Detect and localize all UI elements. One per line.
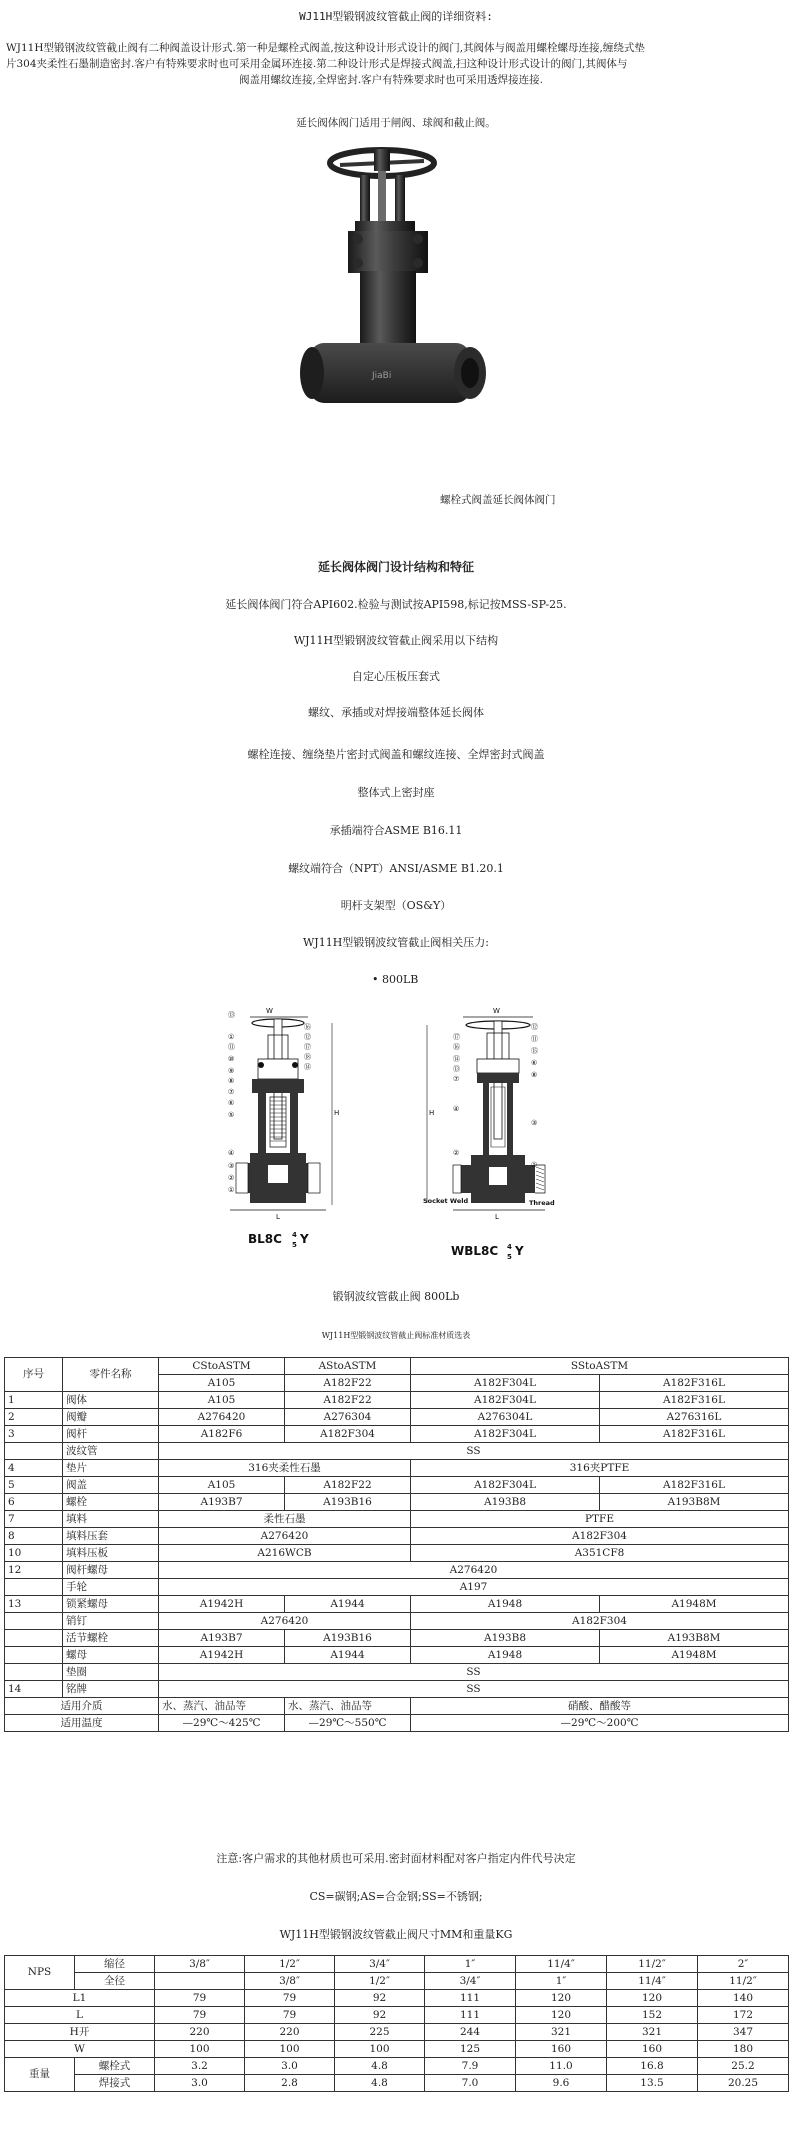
table-cell: A276304L (411, 1409, 600, 1426)
table-row (5, 2075, 789, 2092)
table-cell: A182F316L (600, 1426, 789, 1443)
table-cell: A1944 (285, 1596, 411, 1613)
table-cell: 100 (335, 2041, 425, 2058)
extension-note: 延长阀体阀门适用于闸阀、球阀和截止阀。 (296, 117, 496, 129)
table-cell: 11.0 (516, 2058, 607, 2075)
table-cell: 152 (607, 2007, 698, 2024)
table-row (5, 1409, 789, 1426)
table-cell: 7.9 (425, 2058, 516, 2075)
table-cell: A193B7 (159, 1494, 285, 1511)
table-cell: 螺母 (63, 1647, 159, 1664)
table-cell: 120 (516, 1990, 607, 2007)
table-row (5, 1613, 789, 1630)
frac-bottom: 5 (292, 1241, 297, 1249)
table-row (5, 1426, 789, 1443)
table-row (5, 1990, 789, 2007)
table2-title: WJ11H型锻钢波纹管截止阀尺寸MM和重量KG (279, 1928, 513, 1941)
table-cell: A1948 (411, 1647, 600, 1664)
feature-line: 螺栓连接、缠绕垫片密封式阀盖和螺纹连接、全焊密封式阀盖 (247, 748, 545, 761)
feature-line: 螺纹、承插或对焊接端整体延长阀体 (308, 706, 484, 719)
table-cell: 填料压套 (63, 1528, 159, 1545)
table-header: W (5, 2041, 155, 2058)
table-row (5, 2024, 789, 2041)
table-cell: A276420 (159, 1409, 285, 1426)
table-row (5, 1528, 789, 1545)
callout: ⑨ (228, 1067, 235, 1075)
callout: ⑰ (304, 1043, 311, 1051)
table-cell: 3.0 (245, 2058, 335, 2075)
table-row (5, 1647, 789, 1664)
table-cell: A182F316L (600, 1375, 789, 1392)
table1-title: WJ11H型锻钢波纹管截止阀标准材质选表 (321, 1331, 471, 1340)
table-cell: A276420 (159, 1528, 411, 1545)
table-cell: A216WCB (159, 1545, 411, 1562)
table-cell: 321 (607, 2024, 698, 2041)
header-title: WJ11H型锻钢波纹管截止阀的详细资料: (299, 10, 493, 23)
feature-line: 整体式上密封座 (357, 786, 435, 799)
table-header: 重量 (5, 2058, 75, 2092)
table-cell: 8 (5, 1528, 63, 1545)
table-cell: —29℃～550℃ (285, 1715, 411, 1732)
table-cell: 14 (5, 1681, 63, 1698)
table-cell: 347 (698, 2024, 789, 2041)
table-header: CStoASTM (159, 1358, 285, 1375)
callout: ④ (453, 1105, 460, 1113)
table-cell: 160 (607, 2041, 698, 2058)
table-row (5, 1477, 789, 1494)
table-cell: A182F316L (600, 1392, 789, 1409)
table-cell: 16.8 (607, 2058, 698, 2075)
table-cell: A182F304L (411, 1392, 600, 1409)
callout: ⑬ (228, 1011, 235, 1019)
table-cell: 螺栓 (63, 1494, 159, 1511)
table-cell: 1/2″ (335, 1973, 425, 1990)
table-cell: 220 (155, 2024, 245, 2041)
callout: ① (228, 1033, 235, 1041)
table-cell: 11/2″ (698, 1973, 789, 1990)
drawing-caption: 锻钢波纹管截止阀 800Lb (332, 1290, 460, 1303)
table-cell: 5 (5, 1477, 63, 1494)
table-cell: A193B8 (411, 1494, 600, 1511)
callout: ③ (228, 1162, 235, 1170)
table-cell: 填料压板 (63, 1545, 159, 1562)
table-cell: 1″ (516, 1973, 607, 1990)
feature-line: 自定心压板压套式 (352, 670, 440, 683)
model-label: WBL8C (451, 1244, 499, 1258)
table-cell: A182F22 (285, 1477, 411, 1494)
table-cell: A105 (159, 1477, 285, 1494)
table-cell: 适用介质 (5, 1698, 159, 1715)
section-title: 延长阀体阀门设计结构和特征 (317, 560, 474, 574)
table-row (5, 1715, 789, 1732)
table-row (5, 1392, 789, 1409)
table-cell: 填料 (63, 1511, 159, 1528)
table-cell: 2 (5, 1409, 63, 1426)
table-cell (5, 1579, 63, 1596)
table-header: 缩径 (75, 1956, 155, 1973)
callout: ⑧ (531, 1071, 538, 1079)
table-cell: 11/4″ (516, 1956, 607, 1973)
table-row (5, 2041, 789, 2058)
table-cell: 阀杆 (63, 1426, 159, 1443)
feature-line: 螺纹端符合（NPT）ANSI/ASME B1.20.1 (288, 862, 504, 875)
table-row (5, 1973, 789, 1990)
table-cell: 垫圈 (63, 1664, 159, 1681)
feature-line: 明杆支架型（OS&Y） (340, 899, 452, 912)
model-label: BL8C (248, 1232, 282, 1246)
intro-line: 片304夹柔性石墨制造密封.客户有特殊要求时也可采用金属环连接.第二种设计形式是焊接式阀盖,扫这种设计形式设计的阀门,其阀体与 (6, 58, 628, 70)
table-cell: 79 (245, 2007, 335, 2024)
table-cell: 活节螺栓 (63, 1630, 159, 1647)
table-cell: 1 (5, 1392, 63, 1409)
dim-w-label: W (493, 1007, 500, 1015)
table-cell: 160 (516, 2041, 607, 2058)
note-text: 注意:客户需求的其他材质也可采用.密封面材料配对客户指定内件代号决定 (216, 1852, 576, 1865)
table-cell: 11/4″ (607, 1973, 698, 1990)
stamp-text: JiaBi (372, 371, 392, 381)
callout: ⑭ (304, 1063, 311, 1071)
table-cell: SS (159, 1681, 789, 1698)
feature-line: 承插端符合ASME B16.11 (329, 824, 463, 837)
table-cell: 6 (5, 1494, 63, 1511)
frac-top: 4 (292, 1231, 297, 1239)
table-cell: 120 (607, 1990, 698, 2007)
table-header: 焊接式 (75, 2075, 155, 2092)
feature-line: WJ11H型锻钢波纹管截止阀采用以下结构 (293, 634, 499, 647)
table-cell: 阀体 (63, 1392, 159, 1409)
table-header: L (5, 2007, 155, 2024)
table-cell: A193B7 (159, 1630, 285, 1647)
table-cell: 垫片 (63, 1460, 159, 1477)
table-row (5, 1664, 789, 1681)
callout: ⑯ (304, 1023, 311, 1031)
table-cell: A1948M (600, 1596, 789, 1613)
table-row (5, 1443, 789, 1460)
table-cell: 4.8 (335, 2075, 425, 2092)
thread-label: Thread (529, 1199, 555, 1207)
callout: ⑩ (228, 1055, 235, 1063)
table-cell: 100 (245, 2041, 335, 2058)
table-cell: 321 (516, 2024, 607, 2041)
table-row (5, 1630, 789, 1647)
table-header: 全径 (75, 1973, 155, 1990)
table-cell: 波纹管 (63, 1443, 159, 1460)
callout: ② (453, 1149, 460, 1157)
table-cell: SS (159, 1443, 789, 1460)
photo-caption: 螺栓式阀盖延长阀体阀门 (440, 494, 556, 506)
dim-h-label: H (429, 1109, 435, 1117)
table-cell: 3/4″ (425, 1973, 516, 1990)
table-cell: 阀盖 (63, 1477, 159, 1494)
frac-top: 4 (507, 1243, 512, 1251)
table-cell: 2.8 (245, 2075, 335, 2092)
table-cell: 220 (245, 2024, 335, 2041)
dim-w-label: W (266, 1007, 273, 1015)
table-cell: 316夹柔性石墨 (159, 1460, 411, 1477)
dim-l-label: L (276, 1213, 280, 1221)
drawing-wbl8c (423, 1005, 573, 1260)
callout: ⑰ (453, 1033, 460, 1041)
table-cell: 手轮 (63, 1579, 159, 1596)
dim-l-label: L (495, 1213, 499, 1221)
model-suffix: Y (300, 1232, 309, 1246)
dimensions-table (4, 1955, 789, 2092)
table-row (5, 2058, 789, 2075)
table-cell: 244 (425, 2024, 516, 2041)
table-header: H开 (5, 2024, 155, 2041)
callout: ① (531, 1161, 538, 1169)
table-cell: 79 (245, 1990, 335, 2007)
table-header: AStoASTM (285, 1358, 411, 1375)
table-cell: A193B8M (600, 1494, 789, 1511)
table-header: 零件名称 (63, 1358, 159, 1392)
table-cell: 适用温度 (5, 1715, 159, 1732)
frac-bottom: 5 (507, 1253, 512, 1260)
table-cell: A193B8M (600, 1630, 789, 1647)
table-header: SStoASTM (411, 1358, 789, 1375)
table-row (5, 1358, 789, 1375)
table-cell: 111 (425, 1990, 516, 2007)
callout: ③ (531, 1119, 538, 1127)
callout: ④ (228, 1149, 235, 1157)
table-cell: A276304 (285, 1409, 411, 1426)
table-cell: A105 (159, 1392, 285, 1409)
table-cell: 11/2″ (607, 1956, 698, 1973)
pressure-bullet: • 800LB (372, 973, 419, 986)
callout: ⑦ (453, 1075, 460, 1083)
table-cell (5, 1647, 63, 1664)
table-cell: A182F6 (159, 1426, 285, 1443)
feature-line: WJ11H型锻钢波纹管截止阀相关压力: (302, 936, 489, 949)
table-cell (5, 1664, 63, 1681)
table-cell: 3/8″ (155, 1956, 245, 1973)
table-cell: 阀瓣 (63, 1409, 159, 1426)
table-cell: A1942H (159, 1647, 285, 1664)
table-cell: 111 (425, 2007, 516, 2024)
table-row (5, 1579, 789, 1596)
table-cell: 13 (5, 1596, 63, 1613)
table-cell: —29℃～425℃ (159, 1715, 285, 1732)
table-cell: 水、蒸汽、油品等 (159, 1698, 285, 1715)
table-cell: 锁紧螺母 (63, 1596, 159, 1613)
table-header: L1 (5, 1990, 155, 2007)
callout: ⑥ (531, 1059, 538, 1067)
table-cell: A182F304L (411, 1477, 600, 1494)
callout: ② (228, 1174, 235, 1182)
table-cell: 120 (516, 2007, 607, 2024)
table-row (5, 1562, 789, 1579)
callout: ① (228, 1186, 235, 1194)
table-cell: 180 (698, 2041, 789, 2058)
callout: ⑭ (453, 1055, 460, 1063)
table-cell: 9.6 (516, 2075, 607, 2092)
table-cell: 172 (698, 2007, 789, 2024)
table-cell: 125 (425, 2041, 516, 2058)
table-cell: A276316L (600, 1409, 789, 1426)
table-cell: 225 (335, 2024, 425, 2041)
table-cell: 7 (5, 1511, 63, 1528)
table-header: 序号 (5, 1358, 63, 1392)
drawing-bl8c (228, 1005, 363, 1260)
table-cell (155, 1973, 245, 1990)
materials-table (4, 1357, 789, 1732)
table-cell: 阀杆螺母 (63, 1562, 159, 1579)
table-cell: 92 (335, 2007, 425, 2024)
table-cell: A193B16 (285, 1630, 411, 1647)
table-header: 螺栓式 (75, 2058, 155, 2075)
table-cell: SS (159, 1664, 789, 1681)
table-cell: 销钉 (63, 1613, 159, 1630)
table-cell: 20.25 (698, 2075, 789, 2092)
table-cell: 316夹PTFE (411, 1460, 789, 1477)
table-row (5, 1511, 789, 1528)
callout: ⑫ (304, 1033, 311, 1041)
table-cell: 1/2″ (245, 1956, 335, 1973)
table-cell: A1948 (411, 1596, 600, 1613)
table-cell: 10 (5, 1545, 63, 1562)
table-cell: A351CF8 (411, 1545, 789, 1562)
table-cell: 7.0 (425, 2075, 516, 2092)
table-cell: 铭牌 (63, 1681, 159, 1698)
socket-weld-label: Socket Weld (423, 1197, 469, 1205)
table-cell: PTFE (411, 1511, 789, 1528)
table-cell: A182F304L (411, 1426, 600, 1443)
table-cell: A276420 (159, 1562, 789, 1579)
callout: ⑪ (531, 1035, 538, 1043)
table-cell: A197 (159, 1579, 789, 1596)
table-row (5, 1956, 789, 1973)
table-cell (5, 1613, 63, 1630)
table-cell: A1948M (600, 1647, 789, 1664)
table-cell: 79 (155, 2007, 245, 2024)
table-cell: 79 (155, 1990, 245, 2007)
table-cell: 硝酸、醋酸等 (411, 1698, 789, 1715)
table-cell: 13.5 (607, 2075, 698, 2092)
table-cell: 4 (5, 1460, 63, 1477)
table-cell: 3.0 (155, 2075, 245, 2092)
table-cell: 3.2 (155, 2058, 245, 2075)
table-cell: A193B8 (411, 1630, 600, 1647)
table-cell: 92 (335, 1990, 425, 2007)
callout: ⑬ (453, 1065, 460, 1073)
table-row (5, 1698, 789, 1715)
table-cell: A276420 (159, 1613, 411, 1630)
table-cell (5, 1630, 63, 1647)
table-cell: 12 (5, 1562, 63, 1579)
table-row (5, 1681, 789, 1698)
callout: ⑦ (228, 1088, 235, 1096)
callout: ⑪ (228, 1043, 235, 1051)
callout: ⑯ (453, 1043, 460, 1051)
table-cell: —29℃～200℃ (411, 1715, 789, 1732)
dim-h-label: H (334, 1109, 340, 1117)
callout: ⑥ (228, 1099, 235, 1107)
table-cell: A105 (159, 1375, 285, 1392)
table-cell: A182F22 (285, 1375, 411, 1392)
table-row (5, 1596, 789, 1613)
table-cell: A193B16 (285, 1494, 411, 1511)
table-cell: A182F304 (411, 1613, 789, 1630)
table-row (5, 1545, 789, 1562)
callout: ⑫ (531, 1023, 538, 1031)
table-cell: 25.2 (698, 2058, 789, 2075)
table-cell: A182F316L (600, 1477, 789, 1494)
table-cell: 3 (5, 1426, 63, 1443)
table-cell: 2″ (698, 1956, 789, 1973)
table-cell (5, 1443, 63, 1460)
feature-line: 延长阀体阀门符合API602.检验与测试按API598,标记按MSS-SP-25. (225, 598, 567, 611)
table-cell: 100 (155, 2041, 245, 2058)
table-row (5, 1494, 789, 1511)
table-cell: A1944 (285, 1647, 411, 1664)
table-row (5, 2007, 789, 2024)
table-cell: A182F304 (285, 1426, 411, 1443)
table-header: NPS (5, 1956, 75, 1990)
intro-paragraph (6, 40, 792, 88)
model-suffix: Y (515, 1244, 524, 1258)
table-cell: A182F22 (285, 1392, 411, 1409)
table-cell: A1942H (159, 1596, 285, 1613)
table-cell: A182F304 (411, 1528, 789, 1545)
valve-photo (300, 143, 500, 418)
callout: ⑱ (304, 1053, 311, 1061)
table-cell: 1″ (425, 1956, 516, 1973)
table-cell: 3/4″ (335, 1956, 425, 1973)
callout: ⑮ (531, 1047, 538, 1055)
table-cell: 3/8″ (245, 1973, 335, 1990)
intro-line: WJ11H型锻钢波纹管截止阀有二种阀盖设计形式.第一种是螺栓式阀盖,按这种设计形式设计的阀门,其阀体与阀盖用螺栓螺母连接,缠绕式垫 (6, 42, 645, 54)
callout: ⑧ (228, 1077, 235, 1085)
table-row (5, 1460, 789, 1477)
table-cell: 水、蒸汽、油品等 (285, 1698, 411, 1715)
table-cell: A182F304L (411, 1375, 600, 1392)
callout: ⑤ (228, 1111, 235, 1119)
table-cell: 柔性石墨 (159, 1511, 411, 1528)
intro-line: 阀盖用螺纹连接,全焊密封.客户有特殊要求时也可采用透焊接连接. (238, 74, 543, 86)
table-cell: 4.8 (335, 2058, 425, 2075)
table-cell: 140 (698, 1990, 789, 2007)
legend-text: CS=碳钢;AS=合金钢;SS=不锈钢; (309, 1890, 483, 1903)
